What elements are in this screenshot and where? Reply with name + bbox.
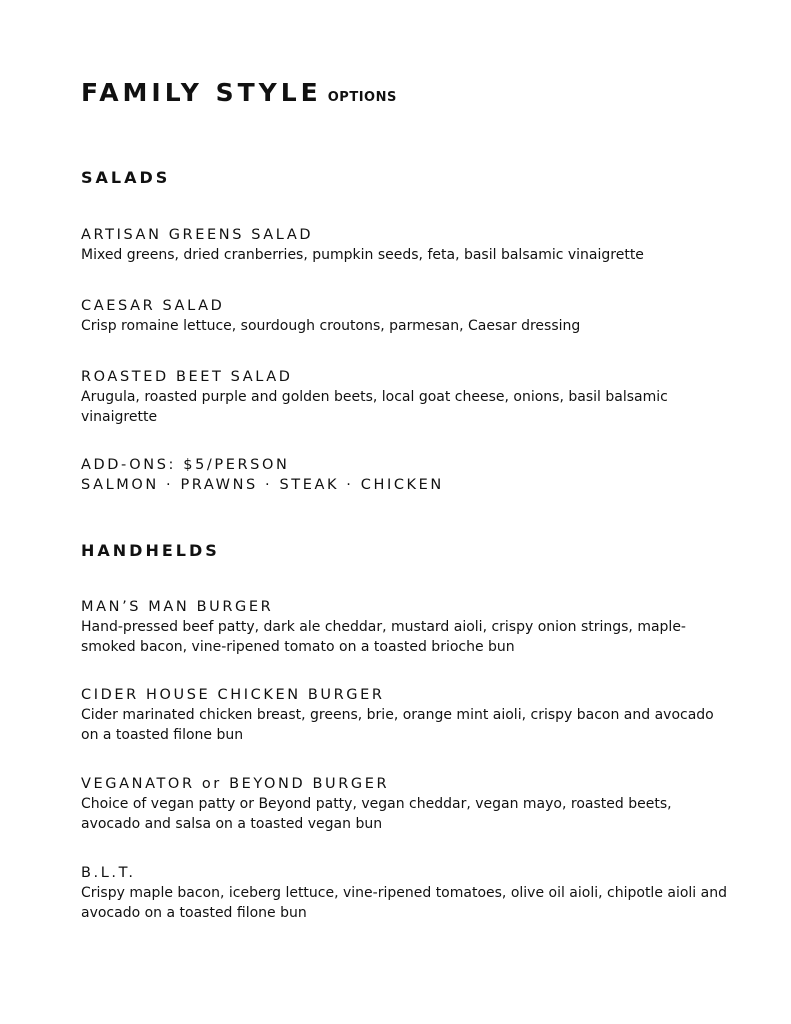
- item-name: B.L.T.: [81, 865, 136, 881]
- add-ons-heading: ADD-ONS: $5/PERSON: [81, 457, 290, 473]
- item-name: CIDER HOUSE CHICKEN BURGER: [81, 687, 385, 703]
- add-ons-list: SALMON · PRAWNS · STEAK · CHICKEN: [81, 477, 444, 493]
- item-name: MAN’S MAN BURGER: [81, 599, 274, 615]
- menu-item-roasted-beet-salad: [81, 367, 681, 427]
- item-name: CAESAR SALAD: [81, 298, 225, 314]
- item-name: VEGANATOR or BEYOND BURGER: [81, 776, 390, 792]
- section-heading-handhelds: HANDHELDS: [81, 541, 220, 560]
- section-heading-salads: SALADS: [81, 168, 171, 187]
- add-ons-block: [81, 455, 731, 495]
- item-description: Hand-pressed beef patty, dark ale cheddar, mustard aioli, crispy onion strings, maple-smoked bacon, vine-ripened tomato on a toasted brioche bun: [81, 619, 686, 655]
- menu-item-caesar-salad: [81, 296, 731, 336]
- title-subtitle: OPTIONS: [327, 90, 397, 105]
- item-description: Mixed greens, dried cranberries, pumpkin seeds, feta, basil balsamic vinaigrette: [81, 247, 644, 263]
- item-description: Cider marinated chicken breast, greens, brie, orange mint aioli, crispy bacon and avocado on a toasted filone bun: [81, 707, 714, 743]
- page-title: [81, 78, 397, 107]
- menu-item-artisan-greens-salad: [81, 225, 731, 265]
- menu-item-blt: [81, 863, 731, 923]
- item-description: Choice of vegan patty or Beyond patty, vegan cheddar, vegan mayo, roasted beets, avocado and salsa on a toasted vegan bun: [81, 796, 672, 832]
- item-description: Crisp romaine lettuce, sourdough croutons, parmesan, Caesar dressing: [81, 318, 581, 334]
- item-description: Arugula, roasted purple and golden beets, local goat cheese, onions, basil balsamic vinaigrette: [81, 389, 668, 425]
- title-main: FAMILY STYLE: [81, 78, 322, 107]
- menu-item-mans-man-burger: [81, 597, 691, 657]
- item-name: ARTISAN GREENS SALAD: [81, 227, 314, 243]
- item-description: Crispy maple bacon, iceberg lettuce, vine-ripened tomatoes, olive oil aioli, chipotle aioli and avocado on a toasted filone bun: [81, 885, 727, 921]
- menu-item-cider-house-chicken-burger: [81, 685, 731, 745]
- item-name: ROASTED BEET SALAD: [81, 369, 293, 385]
- menu-item-veganator-or-beyond-burger: [81, 774, 731, 834]
